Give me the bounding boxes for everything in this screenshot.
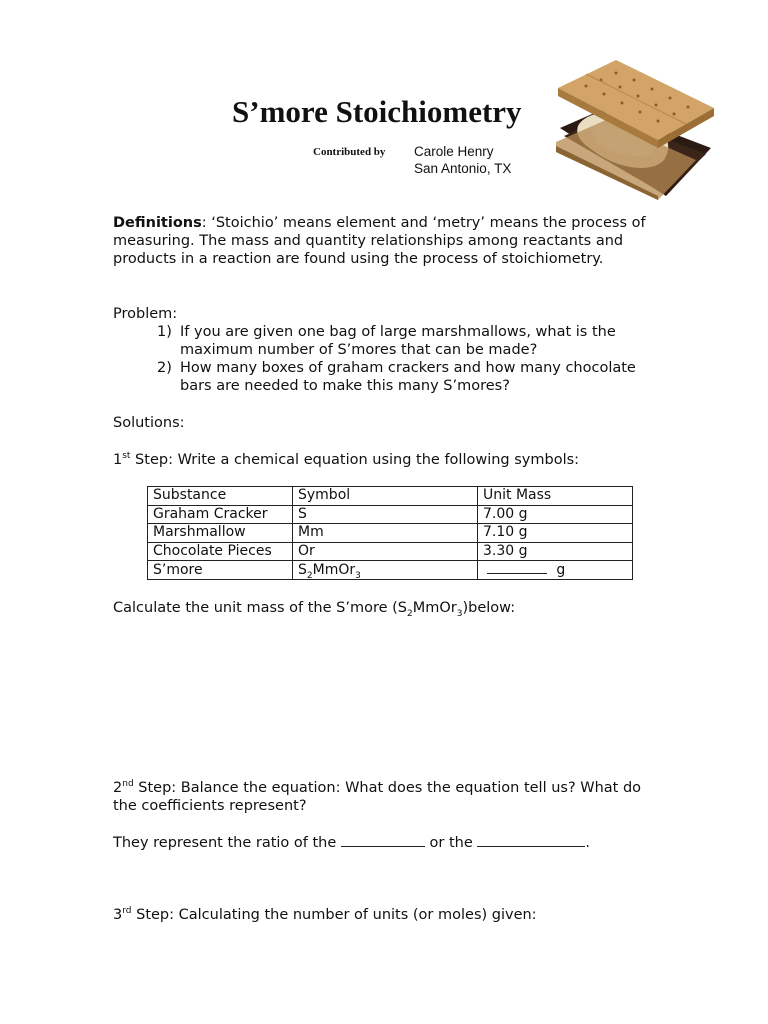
step2-ordinal-suffix: nd bbox=[122, 779, 134, 790]
definitions-label: Definitions bbox=[113, 215, 202, 231]
step3-text: Step: Calculating the number of units (or moles) given: bbox=[131, 907, 537, 923]
table-cell: 7.00 g bbox=[478, 505, 633, 524]
table-cell: S bbox=[293, 505, 478, 524]
ratio-text: . bbox=[585, 835, 590, 851]
problem-item bbox=[157, 323, 657, 359]
table-cell: Graham Cracker bbox=[148, 505, 293, 524]
formula-part: S bbox=[298, 561, 307, 578]
problem-item-number: 2) bbox=[157, 360, 172, 376]
table-row bbox=[148, 561, 633, 580]
table-cell: S’more bbox=[148, 561, 293, 580]
step2-heading bbox=[113, 779, 658, 815]
problem-item-number: 1) bbox=[157, 324, 172, 340]
page-title: S’more Stoichiometry bbox=[232, 94, 522, 129]
table-row bbox=[148, 542, 633, 561]
table-cell: Chocolate Pieces bbox=[148, 542, 293, 561]
step3-ordinal-suffix: rd bbox=[122, 906, 132, 917]
problem-item-text: How many boxes of graham crackers and how many chocolate bars are needed to make this many S’mores? bbox=[180, 360, 636, 394]
table-cell: Or bbox=[293, 542, 478, 561]
table-row bbox=[148, 524, 633, 543]
contributed-by-label: Contributed by bbox=[313, 146, 386, 158]
formula-part: MmOr bbox=[312, 561, 356, 578]
table-cell: 3.30 g bbox=[478, 542, 633, 561]
ratio-text: or the bbox=[424, 835, 478, 851]
table-header-cell: Unit Mass bbox=[478, 487, 633, 506]
author-location: San Antonio, TX bbox=[414, 161, 512, 176]
table-cell: Mm bbox=[293, 524, 478, 543]
formula-subscript: 2 bbox=[306, 570, 313, 581]
author-name: Carole Henry bbox=[414, 144, 494, 159]
step2-ordinal: 2 bbox=[113, 780, 123, 796]
problem-item-text: If you are given one bag of large marshmallows, what is the maximum number of S’mores that can be made? bbox=[180, 324, 616, 358]
table-header-cell: Substance bbox=[148, 487, 293, 506]
formula-subscript: 3 bbox=[355, 570, 361, 581]
step3-ordinal: 3 bbox=[113, 907, 123, 923]
step1-heading bbox=[113, 451, 658, 469]
ratio-blank-1[interactable] bbox=[341, 834, 425, 847]
table-cell: 7.10 g bbox=[478, 524, 633, 543]
calc-text: )below: bbox=[462, 600, 516, 616]
calc-subscript: 3 bbox=[456, 608, 463, 619]
calculate-prompt bbox=[113, 599, 658, 617]
smore-formula-cell bbox=[293, 561, 478, 580]
problem-list bbox=[157, 323, 657, 395]
step1-text: Step: Write a chemical equation using the following symbols: bbox=[130, 452, 580, 468]
calc-subscript: 2 bbox=[407, 608, 413, 619]
contributor-block bbox=[414, 143, 511, 177]
table-row bbox=[148, 505, 633, 524]
table-header-row bbox=[148, 487, 633, 506]
ratio-text: They represent the ratio of the bbox=[113, 835, 341, 851]
solutions-heading: Solutions: bbox=[113, 415, 185, 431]
calc-text: MmOr bbox=[412, 600, 457, 616]
smore-image bbox=[546, 56, 716, 201]
substance-table bbox=[147, 486, 633, 580]
calc-text: Calculate the unit mass of the S’more (S bbox=[113, 600, 408, 616]
step3-heading bbox=[113, 906, 658, 924]
step1-ordinal: 1 bbox=[113, 452, 123, 468]
definitions-paragraph bbox=[113, 214, 658, 268]
ratio-blank-2[interactable] bbox=[477, 834, 585, 847]
problem-heading: Problem: bbox=[113, 306, 178, 322]
ratio-sentence bbox=[113, 834, 658, 852]
definitions-text: : ‘Stoichio’ means element and ‘metry’ means the process of measuring. The mass and quantity relationships among reactants and products in a reaction are found using the process of stoichiometry. bbox=[113, 215, 646, 267]
problem-item bbox=[157, 359, 657, 395]
step1-ordinal-suffix: st bbox=[122, 451, 131, 462]
unit-mass-blank[interactable] bbox=[487, 561, 547, 574]
table-cell: Marshmallow bbox=[148, 524, 293, 543]
unit-label: g bbox=[556, 562, 566, 578]
step2-text: Step: Balance the equation: What does the equation tell us? What do the coefficients represent? bbox=[113, 780, 642, 814]
smore-unit-mass-cell bbox=[478, 561, 633, 580]
table-header-cell: Symbol bbox=[293, 487, 478, 506]
